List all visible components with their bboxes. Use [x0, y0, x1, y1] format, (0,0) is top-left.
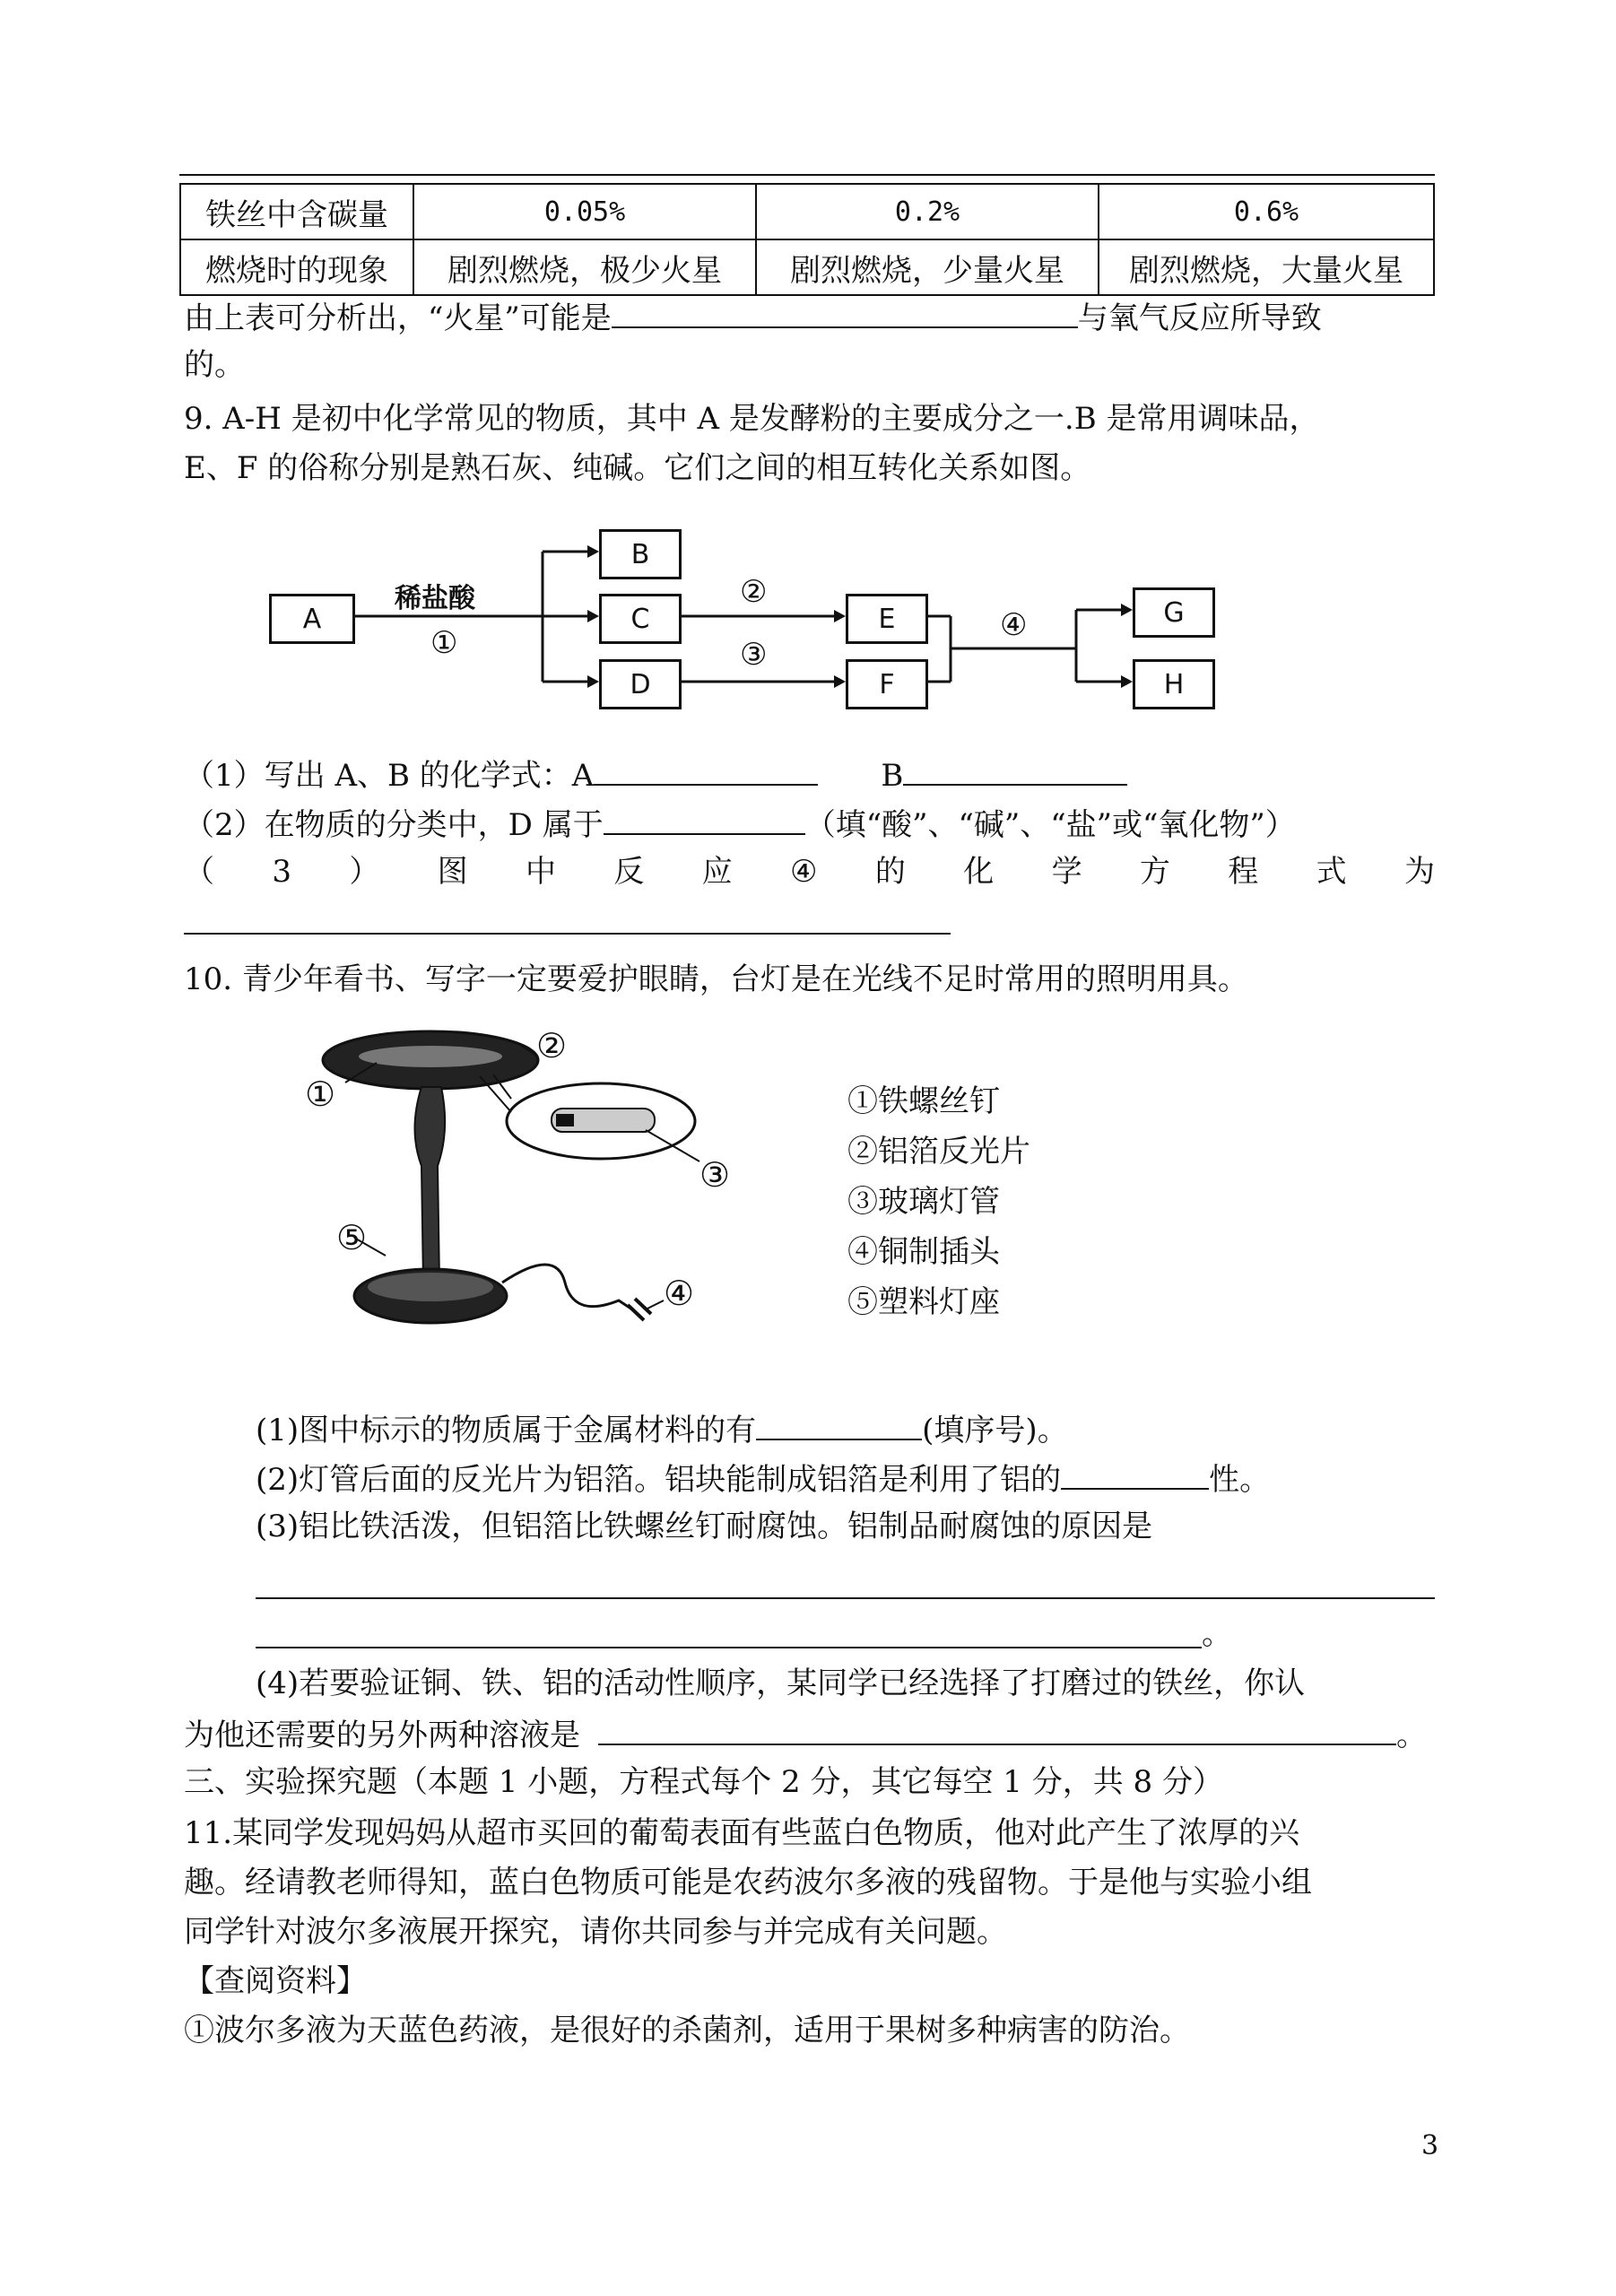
- q11-line2: 趣。经请教老师得知，蓝白色物质可能是农药波尔多液的残留物。于是他与实验小组: [184, 1865, 1312, 1900]
- q9-sub3-char: 程: [1228, 854, 1259, 890]
- q10-sub1-text-a: (1)图中标示的物质属于金属材料的有: [256, 1413, 757, 1448]
- q10-sub3-end: 。: [1202, 1616, 1232, 1652]
- q9-intro-line1: 9. A-H 是初中化学常见的物质，其中 A 是发酵粉的主要成分之一.B 是常用调味品，: [184, 401, 1320, 437]
- q9-sub1-text-a: （1）写出 A、B 的化学式：A: [184, 758, 595, 794]
- answer-d-class-blank[interactable]: [604, 803, 805, 835]
- carbon-content-table: [179, 183, 1435, 296]
- table-row: [180, 239, 1434, 295]
- lamp-marker-4: ④: [664, 1274, 695, 1313]
- q10-intro: 10. 青少年看书、写字一定要爱护眼睛，台灯是在光线不足时常用的照明用具。: [184, 961, 1248, 997]
- step-4-label: ④: [1000, 607, 1028, 643]
- q11-item1: ①波尔多液为天蓝色药液，是很好的杀菌剂，适用于果树多种病害的防治。: [184, 2013, 1190, 2048]
- legend-item: ②铝箔反光片: [847, 1134, 1030, 1170]
- table-cell: 0.05%: [413, 184, 756, 239]
- legend-item: ④铜制插头: [847, 1234, 1000, 1270]
- q10-sub2-text-a: (2)灯管后面的反光片为铝箔。铝块能制成铝箔是利用了铝的: [256, 1462, 1062, 1498]
- q11-heading: 【查阅资料】: [184, 1963, 367, 1999]
- corrosion-reason-blank-2[interactable]: [256, 1647, 1202, 1648]
- node-e: E: [846, 594, 928, 644]
- table-row: [180, 184, 1434, 239]
- legend-item: ⑤塑料灯座: [847, 1284, 1000, 1320]
- table-row-label: 燃烧时的现象: [180, 239, 413, 295]
- lamp-marker-2: ②: [536, 1026, 568, 1065]
- lamp-marker-5: ⑤: [336, 1218, 368, 1257]
- header-rule: [179, 174, 1435, 176]
- q9-sub3-char: 应: [701, 854, 733, 890]
- q9-sub2-text-b: （填“酸”、“碱”、“盐”或“氧化物”）: [804, 807, 1296, 843]
- node-a: A: [269, 594, 355, 644]
- q9-sub3-char: 式: [1316, 854, 1347, 890]
- aluminum-property-blank[interactable]: [1061, 1457, 1209, 1490]
- lamp-legend: [847, 1076, 1030, 1327]
- table-cell: 0.6%: [1099, 184, 1434, 239]
- desk-lamp-illustration: [287, 1013, 753, 1354]
- q11-line3: 同学针对波尔多液展开探究，请你共同参与并完成有关问题。: [184, 1914, 1007, 1950]
- diagram-connectors: [260, 516, 1247, 722]
- table-cell: 剧烈燃烧，极少火星: [413, 239, 756, 295]
- legend-item: ③玻璃灯管: [847, 1184, 1000, 1220]
- answer-b-blank[interactable]: [903, 753, 1127, 786]
- q10-sub2-text-b: 性。: [1209, 1462, 1271, 1498]
- q9-sub3: [184, 852, 1435, 891]
- step-3-label: ③: [740, 637, 768, 673]
- q9-sub2-text-a: （2）在物质的分类中，D 属于: [184, 807, 604, 843]
- q9-sub3-char: 为: [1403, 854, 1435, 890]
- q11-line1: 11.某同学发现妈妈从超市买回的葡萄表面有些蓝白色物质，他对此产生了浓厚的兴: [184, 1815, 1300, 1851]
- q10-sub4-line2: [184, 1713, 1427, 1755]
- q10-sub4-end: 。: [1396, 1718, 1427, 1753]
- q10-sub1-text-b: (填序号)。: [922, 1413, 1068, 1448]
- lamp-marker-3: ③: [699, 1155, 731, 1195]
- corrosion-reason-blank-1[interactable]: [256, 1597, 1435, 1599]
- q9-sub3-char: ）: [349, 854, 380, 890]
- q9-sub3-char: 的: [874, 854, 906, 890]
- q9-intro-line2: E、F 的俗称分别是熟石灰、纯碱。它们之间的相互转化关系如图。: [184, 450, 1091, 486]
- table-cell: 0.2%: [756, 184, 1099, 239]
- q9-sub3-char: 化: [963, 854, 995, 890]
- reagent-label: 稀盐酸: [395, 583, 475, 614]
- node-g: G: [1133, 587, 1215, 638]
- q8-answer-blank[interactable]: [612, 296, 1078, 328]
- q10-sub4-text-b: 为他还需要的另外两种溶液是: [184, 1718, 580, 1753]
- step-2-label: ②: [740, 574, 768, 610]
- q9-sub3-char: ④: [790, 854, 818, 890]
- q10-sub4-line1: (4)若要验证铜、铁、铝的活动性顺序，某同学已经选择了打磨过的铁丝，你认: [256, 1665, 1306, 1701]
- legend-item: ①铁螺丝钉: [847, 1083, 1000, 1119]
- q10-sub1: [256, 1408, 1068, 1450]
- q9-sub3-char: 方: [1139, 854, 1170, 890]
- step-1-label: ①: [430, 625, 458, 661]
- q8-text-a: 由上表可分析出，“火星”可能是: [184, 300, 612, 336]
- table-cell: 剧烈燃烧，大量火星: [1099, 239, 1434, 295]
- q9-sub3-char: 中: [526, 854, 557, 890]
- q10-sub2: [256, 1457, 1270, 1500]
- table-row-label: 铁丝中含碳量: [180, 184, 413, 239]
- q9-sub3-char: 3: [272, 854, 291, 890]
- q9-sub3-char: 图: [437, 854, 468, 890]
- q9-sub3-char: 反: [613, 854, 645, 890]
- q8-line2: 的。: [184, 347, 245, 383]
- table-cell: 剧烈燃烧，少量火星: [756, 239, 1099, 295]
- lamp-marker-1: ①: [305, 1074, 336, 1114]
- solutions-blank[interactable]: [598, 1713, 1396, 1745]
- reaction-diagram: [260, 516, 1247, 722]
- q8-text-b: 与氧气反应所导致: [1077, 300, 1322, 336]
- q9-sub3-char: 学: [1051, 854, 1082, 890]
- answer-a-blank[interactable]: [594, 753, 818, 786]
- node-d: D: [599, 659, 682, 709]
- q9-sub1: [184, 753, 1127, 796]
- q9-sub2: [184, 803, 1296, 845]
- page-number: 3: [1421, 2130, 1439, 2161]
- node-f: F: [846, 659, 928, 709]
- section3-title: 三、实验探究题（本题 1 小题，方程式每个 2 分，其它每空 1 分，共 8 分）: [184, 1764, 1223, 1800]
- q9-sub1-text-b: B: [881, 758, 904, 794]
- q10-sub3: (3)铝比铁活泼，但铝箔比铁螺丝钉耐腐蚀。铝制品耐腐蚀的原因是: [256, 1509, 1153, 1544]
- node-b: B: [599, 529, 682, 579]
- q8-line1: [184, 296, 1322, 338]
- q9-sub3-char: （: [184, 854, 214, 890]
- node-h: H: [1133, 659, 1215, 709]
- equation-answer-blank[interactable]: [184, 933, 951, 935]
- node-c: C: [599, 594, 682, 644]
- metal-materials-blank[interactable]: [756, 1408, 922, 1440]
